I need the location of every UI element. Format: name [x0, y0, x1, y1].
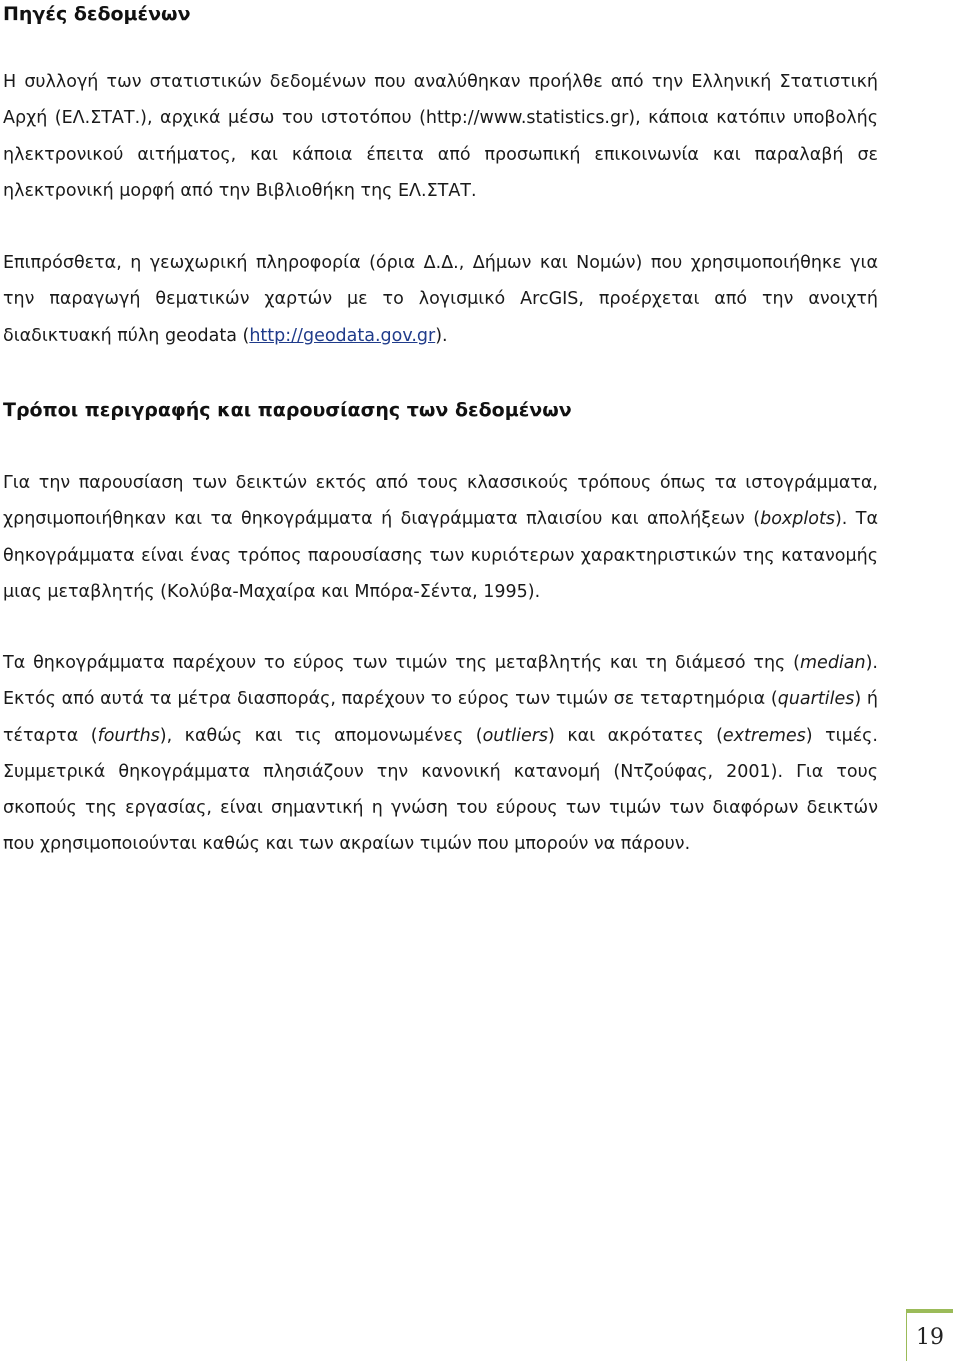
- page-number-box: [906, 1309, 953, 1361]
- page-number: 19: [916, 1324, 944, 1350]
- italic-term: outliers: [482, 725, 549, 746]
- section-heading-description-methods: Τρόποι περιγραφής και παρουσίασης των δεδομένων: [3, 399, 572, 421]
- italic-term: fourths: [97, 725, 160, 746]
- paragraph-geodata: [3, 245, 878, 354]
- text-run: Επιπρόσθετα, η γεωχωρική πληροφορία (όρια Δ.Δ., Δήμων και Νομών) που χρησιμοποιήθηκε για την παραγωγή θεματικών χαρτών με το λογισμικό ArcGIS, προέρχεται από την ανοιχτή διαδικτυακή πύλη geodata (: [3, 253, 878, 346]
- text-run: ).: [435, 325, 448, 346]
- text-run: Η συλλογή των στατιστικών δεδομένων που αναλύθηκαν προήλθε από την Ελληνική Στατιστική Αρχή (ΕΛ.ΣΤΑΤ.), αρχικά μέσω του ιστοτόπου (http://www.statistics.gr), κάποια κατόπιν υποβολής ηλεκτρονικού αιτήματος, και κάποια έπειτα από προσωπική επικοινωνία και παραλαβή σε ηλεκτρονική μορφή από την Βιβλιοθήκη της ΕΛ.ΣΤΑΤ.: [3, 72, 878, 201]
- italic-term: median: [800, 653, 866, 673]
- text-run: Τα θηκογράμματα παρέχουν το εύρος των τιμών της μεταβλητής και τη διάμεσό της (: [3, 653, 800, 673]
- url-link[interactable]: http://geodata.gov.gr: [249, 325, 436, 346]
- text-run: ) τιμές. Συμμετρικά θηκογράμματα πλησιάζουν την κανονική κατανομή (Ντζούφας, 2001). Για τους σκοπούς της εργασίας, είναι σημαντική η γνώση του εύρους των τιμών των διαφόρων δεικτών που χρησιμοποιούνται καθώς και των ακραίων τιμών που μπορούν να πάρουν.: [3, 725, 878, 855]
- paragraph-data-collection: [3, 64, 878, 209]
- text-run: ). Εκτός από αυτά τα μέτρα διασποράς, παρέχουν το εύρος των τιμών σε τεταρτημόρια (: [3, 653, 878, 710]
- text-run: ), καθώς και τις απομονωμένες (: [159, 725, 483, 746]
- text-run: ) και ακρότατες (: [548, 725, 723, 746]
- italic-term: quartiles: [777, 689, 855, 710]
- text-run: ) ή τέταρτα (: [3, 689, 878, 746]
- paragraph-boxplots-intro: [3, 465, 878, 610]
- text-run: Για την παρουσίαση των δεικτών εκτός από τους κλασσικούς τρόπους όπως τα ιστογράμματα, χρησιμοποιήθηκαν και τα θηκογράμματα ή διαγράμματα πλαισίου και απολήξεων (: [3, 473, 878, 530]
- text-run: ). Τα θηκογράμματα είναι ένας τρόπος παρουσίασης των κυριότερων χαρακτηριστικών της κατανομής μιας μεταβλητής (Κολύβα-Μαχαίρα και Μπόρα-Σέντα, 1995).: [3, 509, 878, 602]
- italic-term: boxplots: [760, 509, 835, 530]
- section-heading-data-sources: Πηγές δεδομένων: [3, 3, 191, 25]
- paragraph-boxplots-details: [3, 645, 878, 863]
- italic-term: extremes: [722, 725, 806, 746]
